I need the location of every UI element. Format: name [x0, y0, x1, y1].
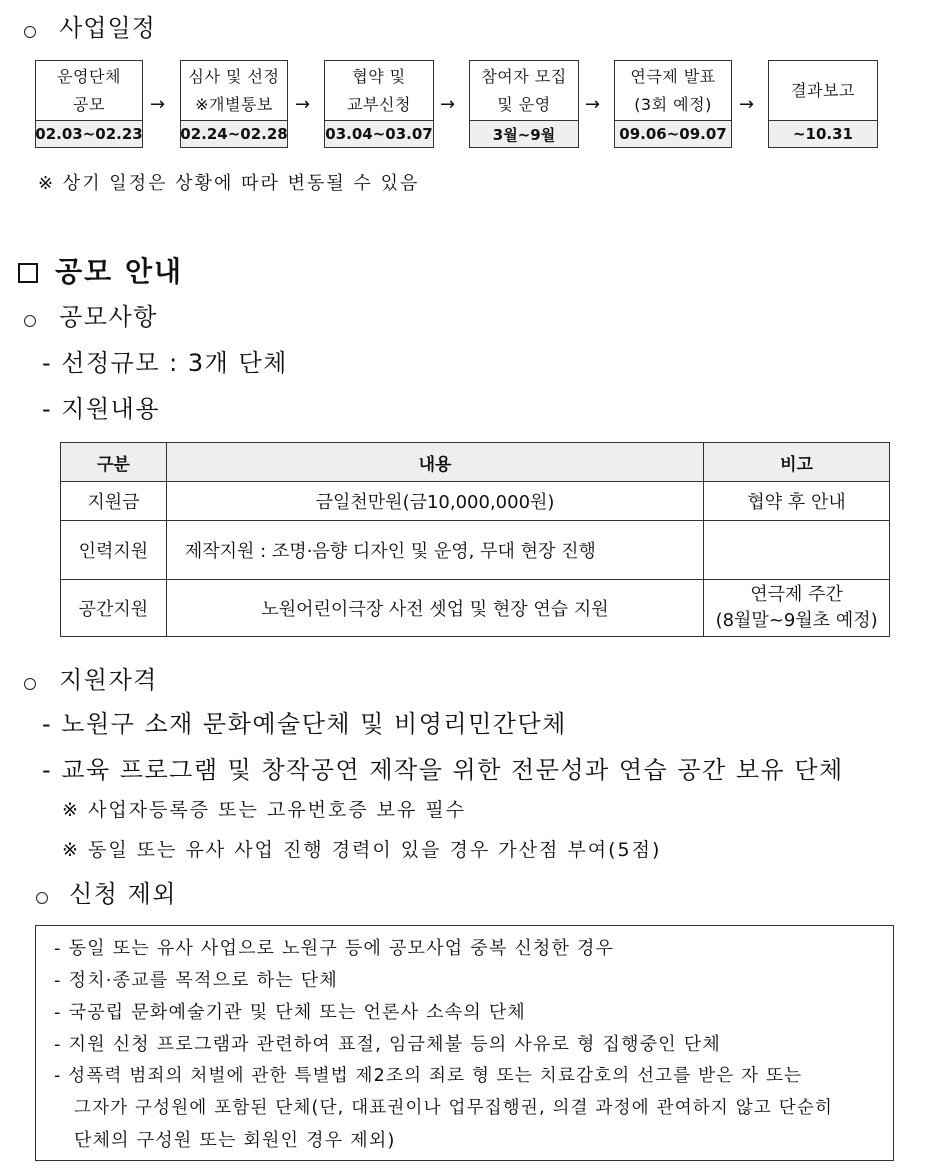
eligibility-heading: 지원자격 — [59, 666, 158, 694]
table-header-row — [61, 443, 890, 482]
step-date: 02.24~02.28 — [181, 120, 287, 147]
eligibility-item: - 교육 프로그램 및 창작공연 제작을 위한 전문성과 연습 공간 보유 단체 — [42, 756, 844, 784]
table-header: 구분 — [61, 443, 167, 482]
exclusion-line: - 정치·종교를 목적으로 하는 단체 — [54, 970, 338, 991]
announcement-title-row — [18, 250, 183, 290]
exclusion-line: - 지원 신청 프로그램과 관련하여 표절, 임금체불 등의 사유로 형 집행중인 단체 — [54, 1034, 721, 1055]
schedule-step-3 — [324, 60, 434, 148]
exclusion-heading: 신청 제외 — [69, 880, 177, 908]
step-label-line1: 연극제 발표 — [630, 67, 716, 86]
table-header: 비고 — [704, 443, 890, 482]
eligibility-heading-row — [24, 660, 158, 695]
square-bullet-icon — [18, 263, 38, 283]
step-date: 02.03~02.23 — [36, 120, 142, 147]
schedule-step-6 — [768, 60, 878, 148]
eligibility-note: ※ 사업자등록증 또는 고유번호증 보유 필수 — [62, 799, 467, 821]
circle-bullet-icon — [24, 315, 36, 327]
arrow-right-icon: → — [739, 94, 755, 115]
row-remark — [704, 521, 890, 580]
schedule-step-5 — [614, 60, 732, 148]
arrow-right-icon: → — [150, 94, 166, 115]
exclusion-line: 단체의 구성원 또는 회원인 경우 제외) — [74, 1130, 396, 1151]
step-label-line2: 및 운영 — [497, 95, 551, 114]
step-label-line2: 공모 — [73, 95, 105, 114]
support-table — [60, 442, 890, 637]
eligibility-item: - 노원구 소재 문화예술단체 및 비영리민간단체 — [42, 710, 567, 738]
selection-scale: - 선정규모 : 3개 단체 — [42, 349, 288, 377]
table-header: 내용 — [166, 443, 703, 482]
row-remark — [704, 580, 890, 637]
remark-line1: 연극제 주간 — [750, 584, 843, 605]
exclusion-line: - 동일 또는 유사 사업으로 노원구 등에 공모사업 중복 신청한 경우 — [54, 938, 615, 959]
step-label-line2: (3회 예정) — [634, 95, 712, 114]
step-date: 3월~9월 — [470, 120, 578, 147]
exclusion-line: - 성폭력 범죄의 처벌에 관한 특별법 제2조의 죄로 형 또는 치료감호의 선고를 받은 자 또는 — [54, 1066, 803, 1086]
schedule-step-1 — [35, 60, 143, 148]
step-date: 03.04~03.07 — [325, 120, 433, 147]
schedule-step-4 — [469, 60, 579, 148]
arrow-right-icon: → — [295, 94, 311, 115]
row-content: 제작지원 : 조명·음향 디자인 및 운영, 무대 현장 진행 — [166, 521, 703, 580]
step-label-line1: 참여자 모집 — [481, 67, 567, 86]
subject-heading-row — [24, 297, 158, 332]
row-category: 지원금 — [61, 482, 167, 521]
table-row — [61, 521, 890, 580]
announcement-title: 공모 안내 — [55, 255, 184, 288]
circle-bullet-icon — [24, 26, 36, 38]
table-row — [61, 482, 890, 521]
step-label-line2: 교부신청 — [347, 95, 411, 114]
step-label-line1: 결과보고 — [791, 81, 855, 100]
exclusion-heading-row — [36, 874, 177, 909]
step-date: ~10.31 — [769, 120, 877, 147]
row-content: 노원어린이극장 사전 셋업 및 현장 연습 지원 — [166, 580, 703, 637]
step-date: 09.06~09.07 — [615, 120, 731, 147]
arrow-right-icon: → — [440, 94, 456, 115]
step-label-line2: ※개별통보 — [195, 95, 273, 114]
eligibility-note: ※ 동일 또는 유사 사업 진행 경력이 있을 경우 가산점 부여(5점) — [62, 839, 662, 861]
subject-heading: 공모사항 — [59, 303, 158, 331]
step-label-line1: 협약 및 — [352, 67, 406, 86]
remark-line2: (8월말~9월초 예정) — [715, 610, 878, 631]
exclusion-line: - 국공립 문화예술기관 및 단체 또는 언론사 소속의 단체 — [54, 1002, 527, 1023]
circle-bullet-icon — [36, 892, 48, 904]
table-row — [61, 580, 890, 637]
arrow-right-icon: → — [585, 94, 601, 115]
schedule-step-2 — [180, 60, 288, 148]
schedule-heading-row — [24, 8, 156, 43]
circle-bullet-icon — [24, 678, 36, 690]
schedule-note: ※ 상기 일정은 상황에 따라 변동될 수 있음 — [38, 173, 420, 194]
row-category: 인력지원 — [61, 521, 167, 580]
step-label-line1: 운영단체 — [57, 67, 121, 86]
schedule-heading: 사업일정 — [59, 14, 156, 42]
row-category: 공간지원 — [61, 580, 167, 637]
step-label-line1: 심사 및 선정 — [188, 67, 280, 86]
exclusion-box — [35, 925, 894, 1161]
row-remark: 협약 후 안내 — [704, 482, 890, 521]
row-content: 금일천만원(금10,000,000원) — [166, 482, 703, 521]
support-heading: - 지원내용 — [42, 395, 161, 423]
exclusion-line: 그자가 구성원에 포함된 단체(단, 대표권이나 업무집행권, 의결 과정에 관여하지 않고 단순히 — [74, 1098, 834, 1118]
